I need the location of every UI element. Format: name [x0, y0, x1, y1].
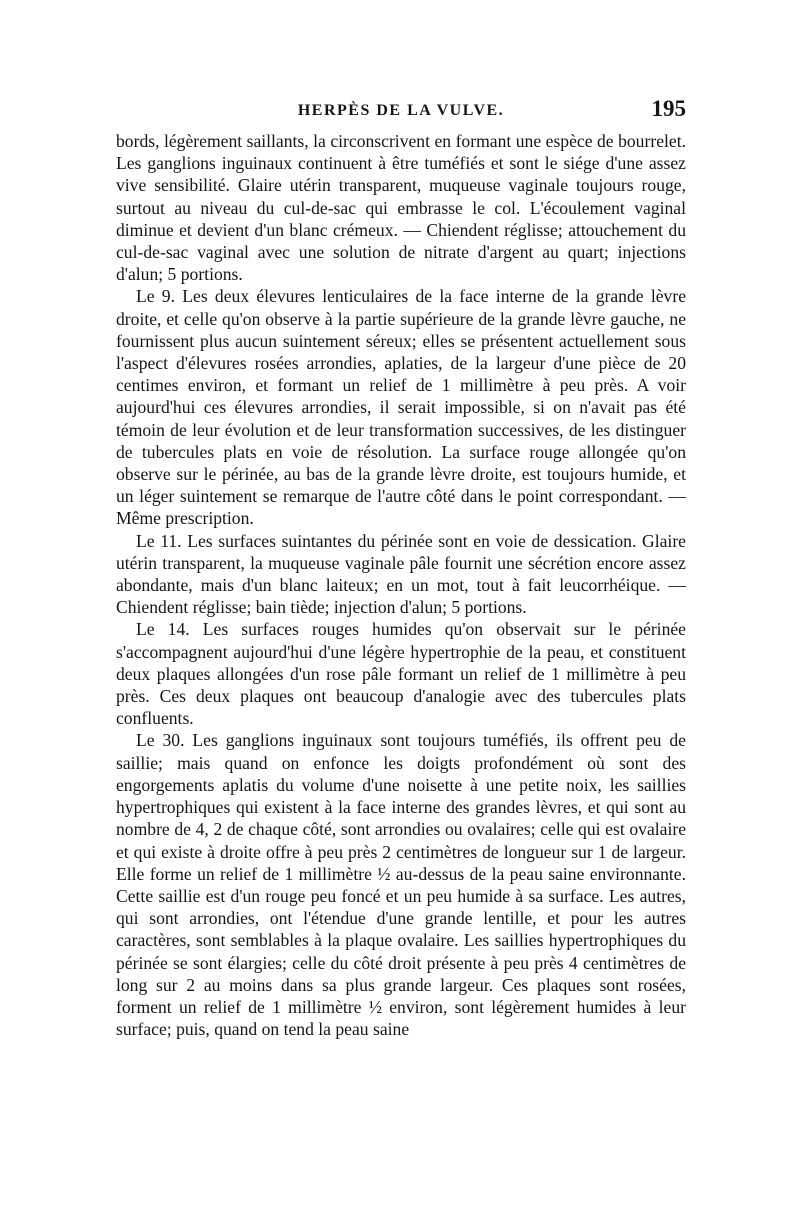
paragraph-day-30: Le 30. Les ganglions inguinaux sont toujours tuméfiés, ils offrent peu de saillie; mais quand on enfonce les doigts profondément où sont des engorgements aplatis du volume d'une noisette à une petite noix, les saillies hypertrophiques qui existent à la face interne des grandes lèvres, et qui sont au nombre de 4, 2 de chaque côté, sont arrondies ou ovalaires; celle qui est ovalaire et qui existe à droite offre à peu près 2 centimètres de longueur sur 1 de largeur. Elle forme un relief de 1 millimètre ½ au-dessus de la peau saine environnante. Cette saillie est d'un rouge peu foncé et un peu humide à sa surface. Les autres, qui sont arrondies, ont l'étendue d'une grande lentille, et pour les autres caractères, sont semblables à la plaque ovalaire. Les saillies hypertrophiques du périnée se sont élargies; celle du côté droit présente à peu près 4 centimètres de long sur 2 au moins dans sa plus grande largeur. Ces plaques sont rosées, forment un relief de 1 millimètre ½ environ, sont légèrement humides à leur surface; puis, quand on tend la peau saine: [116, 730, 686, 1040]
paragraph-continuation: bords, légèrement saillants, la circonscrivent en formant une espèce de bourrelet. Les ganglions inguinaux continuent à être tuméfiés et sont le siége d'une assez vive sensibilité. Glaire utérin transparent, muqueuse vaginale toujours rouge, surtout au niveau du cul-de-sac qui embrasse le col. L'écoulement vaginal diminue et devient d'un blanc crémeux. — Chiendent réglisse; attouchement du cul-de-sac vaginal avec une solution de nitrate d'argent au quart; injections d'alun; 5 portions.: [116, 131, 686, 285]
paragraph-day-11: Le 11. Les surfaces suintantes du périnée sont en voie de dessication. Glaire utérin transparent, la muqueuse vaginale pâle fournit une sécrétion encore assez abondante, mais d'un blanc laiteux; en un mot, tout à fait leucorrhéique. — Chiendent réglisse; bain tiède; injection d'alun; 5 portions.: [116, 530, 686, 618]
paragraph-day-14: Le 14. Les surfaces rouges humides qu'on observait sur le périnée s'accompagnent aujourd'hui d'une légère hypertrophie de la peau, et constituent deux plaques allongées d'un rose pâle formant un relief de 1 millimètre à peu près. Ces deux plaques ont beaucoup d'analogie avec des tubercules plats confluents.: [116, 619, 686, 729]
body-text: [116, 130, 686, 1040]
running-title: HERPÈS DE LA VULVE.: [297, 102, 505, 119]
running-head: [116, 96, 686, 130]
paragraph-day-9: Le 9. Les deux élevures lenticulaires de la face interne de la grande lèvre droite, et celle qu'on observe à la partie supérieure de la grande lèvre gauche, ne fournissent plus aucun suintement séreux; elles se présentent actuellement sous l'aspect d'élevures rosées arrondies, aplaties, de la largeur d'une pièce de 20 centimes environ, et formant un relief de 1 millimètre à peu près. A voir aujourd'hui ces élevures arrondies, il serait impossible, si on n'avait pas été témoin de leur évolution et de leur transformation successives, de les distinguer de tubercules plats en voie de résolution. La surface rouge allongée qu'on observe sur le périnée, au bas de la grande lèvre droite, est toujours humide, et un léger suintement se remarque de l'autre côté dans le point correspondant. — Même prescription.: [116, 286, 686, 529]
book-page: [116, 96, 686, 1040]
page-number: 195: [651, 96, 686, 121]
